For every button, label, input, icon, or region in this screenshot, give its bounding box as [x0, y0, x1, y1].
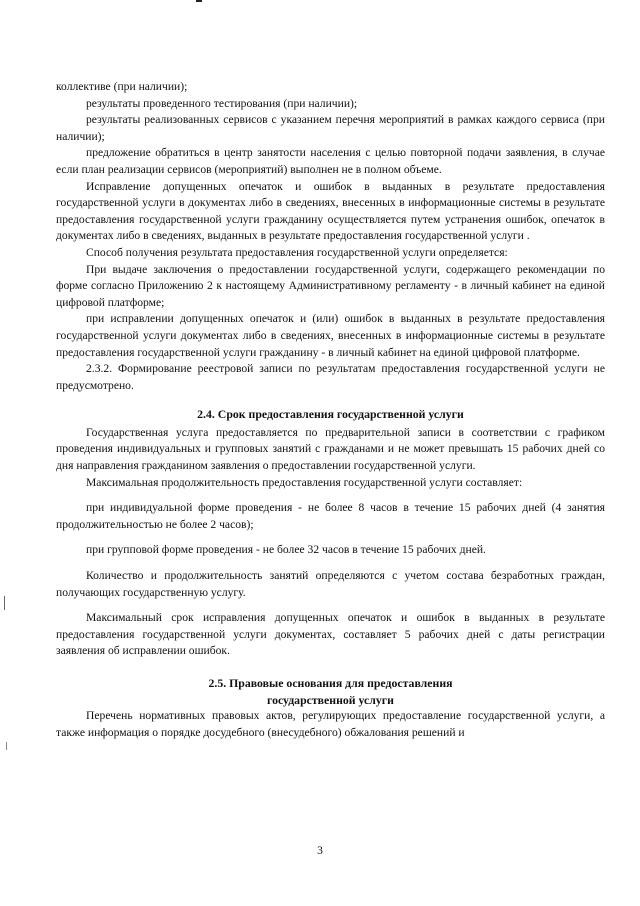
paragraph: Государственная услуга предоставляется по предварительной записи в соответствии с графиком проведения индивидуальных и групповых занятий с гражданами и не может превышать 15 рабочих дней со дня направления гражданином заявления о предоставлении государственной услуги.: [56, 425, 605, 473]
paragraph: Максимальная продолжительность предоставления государственной услуги составляет:: [86, 475, 523, 489]
paragraph: При выдаче заключения о предоставлении государственной услуги, содержащего рекомендации по форме согласно Приложению 2 к настоящему Административному регламенту - в личный кабинет на единой цифровой платформе;: [56, 262, 605, 309]
paragraph: результаты реализованных сервисов с указанием перечня мероприятий в рамках каждого сервиса (при наличии);: [56, 113, 605, 143]
scan-artifact: [6, 742, 7, 750]
paragraph: при групповой форме проведения - не более 32 часов в течение 15 рабочих дней.: [86, 543, 486, 557]
paragraph: коллективе (при наличии);: [56, 80, 188, 93]
paragraph: Исправление допущенных опечаток и ошибок в выданных в результате предоставления государственной услуги в документах либо в сведениях, внесенных в информационные системы в результате предоставления государственной услуги гражданину осуществляется путем устранения ошибок, опечаток в документах либо в сведениях, выданных в результате предоставления государственной услуги .: [56, 179, 605, 243]
section-heading: 2.5. Правовые основания для предоставления: [208, 676, 453, 690]
paragraph: Способ получения результата предоставления государственной услуги определяется:: [86, 245, 508, 259]
paragraph: результаты проведенного тестирования (при наличии);: [86, 96, 358, 110]
document-page: [56, 79, 605, 741]
paragraph: предложение обратиться в центр занятости населения с целью повторной подачи заявления, в случае если план реализации сервисов (мероприятий) выполнен не в полном объеме.: [56, 146, 605, 176]
paragraph: 2.3.2. Формирование реестровой записи по результатам предоставления государственной услуги не предусмотрено.: [56, 362, 605, 392]
scan-artifact: [196, 0, 202, 2]
paragraph: при индивидуальной форме проведения - не более 8 часов в течение 15 рабочих дней (4 занятия продолжительностью не более 2 часов);: [56, 501, 605, 531]
page-number: 3: [317, 845, 323, 857]
paragraph: при исправлении допущенных опечаток и (или) ошибок в выданных в результате предоставления государственной услуги документах либо в сведениях, внесенных в информационные системы в результате предоставления государственной услуги гражданину - в личный кабинет на единой цифровой платформе.: [56, 312, 605, 359]
paragraph: Максимальный срок исправления допущенных опечаток и ошибок в выданных в результате предоставления государственной услуги документах, составляет 5 рабочих дней с даты регистрации заявления об исправлении ошибок.: [56, 611, 605, 658]
paragraph: Количество и продолжительность занятий определяются с учетом состава безработных граждан, получающих государственную услугу.: [56, 569, 605, 599]
scan-artifact: [4, 596, 5, 610]
paragraph: Перечень нормативных правовых актов, регулирующих предоставление государственной услуги, а также информация о порядке досудебного (внесудебного) обжалования решений и: [56, 709, 605, 739]
section-heading: государственной услуги: [267, 692, 394, 707]
section-heading: 2.4. Срок предоставления государственной услуги: [197, 407, 464, 422]
